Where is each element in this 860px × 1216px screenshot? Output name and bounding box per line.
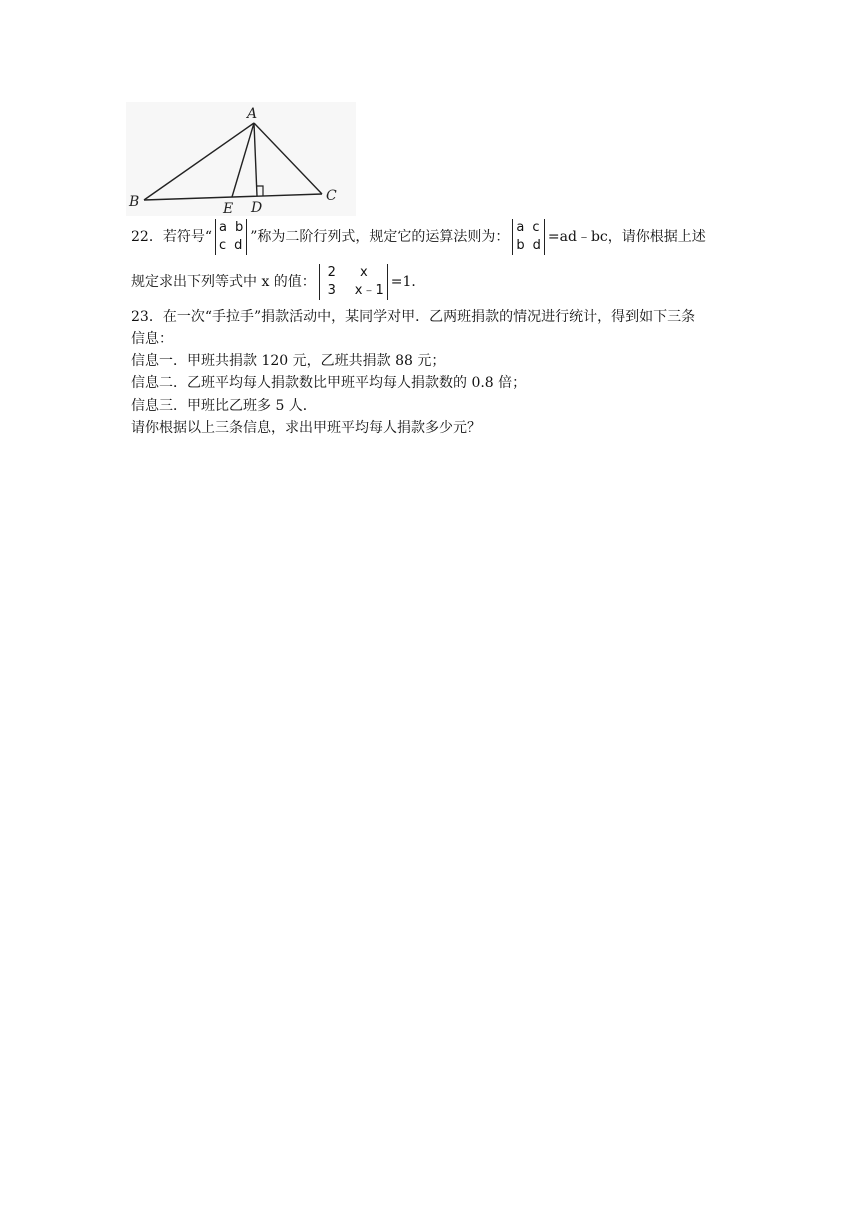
det1-cell: a	[219, 220, 227, 235]
info-three: 信息三．甲班比乙班多 5 人．	[131, 398, 317, 414]
det3-cell: x	[359, 265, 368, 280]
det3-cell: 3	[327, 283, 336, 298]
det1-cell: c	[219, 238, 227, 253]
question-23-prompt: 请你根据以上三条信息，求出甲班平均每人捐款多少元？	[131, 420, 481, 436]
det2-cell: c	[532, 220, 540, 235]
question-22-number: 22．	[131, 229, 163, 245]
det3-cell: x﹣1	[354, 283, 384, 298]
question-22-text-1: 若符号“	[162, 229, 212, 245]
label-a: A	[247, 106, 258, 122]
triangle-diagram	[126, 102, 356, 216]
question-22-text-4: 规定求出下列等式中 x 的值：	[131, 274, 316, 290]
question-22-line-1	[131, 219, 706, 255]
det1-cell: b	[234, 220, 244, 235]
question-23-line-2: 信息：	[131, 331, 173, 347]
question-22-text-2: ”称为二阶行列式，规定它的运算法则为：	[250, 229, 510, 245]
det2-cell: a	[516, 220, 525, 235]
info-two: 信息二．乙班平均每人捐款数比甲班平均每人捐款数的 0.8 倍；	[131, 375, 527, 391]
det1-cell: d	[234, 238, 243, 253]
label-e: E	[223, 201, 234, 216]
det2-cell: d	[532, 238, 541, 253]
question-22-line-2	[131, 264, 425, 300]
label-c: C	[326, 188, 337, 204]
determinant-abcd	[215, 219, 247, 255]
question-23-line-1: 23．在一次“手拉手”捐款活动中，某同学对甲．乙两班捐款的情况进行统计，得到如下三条	[131, 309, 696, 325]
determinant-equation	[319, 264, 388, 300]
question-22-text-3: =ad﹣bc，请你根据上述	[547, 229, 706, 245]
det2-cell: b	[516, 238, 525, 253]
triangle-figure	[126, 102, 356, 216]
determinant-acbd	[512, 219, 545, 255]
info-one: 信息一．甲班共捐款 120 元，乙班共捐款 88 元；	[131, 353, 446, 369]
label-d: D	[251, 200, 263, 216]
det3-cell: 2	[327, 265, 336, 280]
label-b: B	[129, 194, 140, 210]
question-22-text-5: =1．	[390, 274, 426, 290]
